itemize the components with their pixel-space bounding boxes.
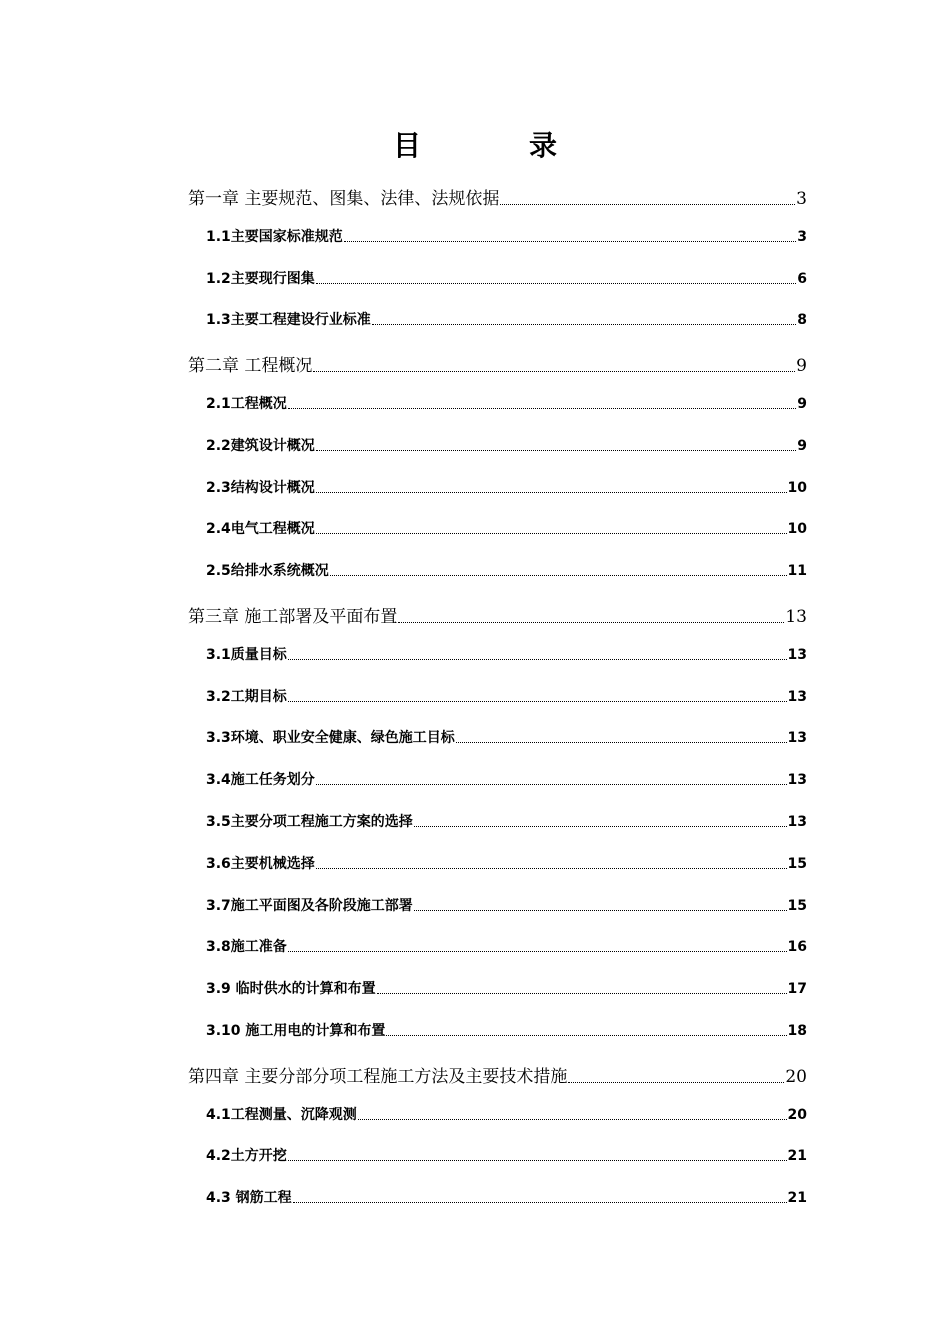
toc-section-entry[interactable] <box>206 518 807 538</box>
toc-page-number: 9 <box>797 437 807 454</box>
dot-leader <box>316 533 787 534</box>
toc-entry-title: 2.2建筑设计概况 <box>206 437 315 454</box>
dot-leader <box>568 1082 784 1083</box>
dot-leader <box>414 826 787 827</box>
dot-leader <box>316 492 787 493</box>
toc-page-number: 21 <box>787 1148 807 1165</box>
toc-page-number: 9 <box>797 396 807 412</box>
toc-section-entry[interactable] <box>206 226 807 246</box>
toc-page-number: 13 <box>785 607 807 627</box>
toc-page-number: 21 <box>787 1190 807 1207</box>
toc-entry-title: 第一章 主要规范、图集、法律、法规依据 <box>188 189 500 209</box>
toc-page-number: 15 <box>787 855 807 872</box>
toc-entry-title: 3.1质量目标 <box>206 646 287 663</box>
dot-leader <box>377 993 787 994</box>
toc-page-number: 13 <box>787 688 807 705</box>
toc-entry-title: 4.3 钢筋工程 <box>206 1190 292 1207</box>
dot-leader <box>316 868 787 869</box>
toc-chapter-entry[interactable] <box>188 602 807 627</box>
toc-entry-title: 2.5给排水系统概况 <box>206 563 329 580</box>
toc-entry-title: 第四章 主要分部分项工程施工方法及主要技术措施 <box>188 1066 568 1087</box>
dot-leader <box>288 659 787 660</box>
toc-page-number: 15 <box>787 897 807 914</box>
toc-section-entry[interactable] <box>206 644 807 664</box>
toc-page-number: 20 <box>787 1106 807 1123</box>
toc-entry-title: 3.7施工平面图及各阶段施工部署 <box>206 897 413 914</box>
dot-leader <box>288 1160 787 1161</box>
toc-page-number: 18 <box>787 1023 807 1039</box>
toc-entry-title: 4.2土方开挖 <box>206 1148 287 1165</box>
toc-page-number: 11 <box>787 563 807 580</box>
toc-entry-title: 3.9 临时供水的计算和布置 <box>206 981 376 998</box>
toc-entry-title: 1.2主要现行图集 <box>206 270 315 287</box>
dot-leader <box>344 241 796 242</box>
toc-page-number: 8 <box>797 312 807 329</box>
toc-section-entry[interactable] <box>206 477 807 497</box>
toc-entry-title: 2.1工程概况 <box>206 396 287 412</box>
toc-page-number: 13 <box>787 730 807 747</box>
toc-entry-title: 1.1主要国家标准规范 <box>206 228 343 245</box>
toc-section-entry[interactable] <box>206 853 807 873</box>
toc-section-entry[interactable] <box>206 936 807 956</box>
toc-page-number: 9 <box>796 356 807 377</box>
toc-page-number: 17 <box>787 981 807 998</box>
toc-entry-title: 3.5主要分项工程施工方案的选择 <box>206 814 413 830</box>
dot-leader <box>288 408 796 409</box>
dot-leader <box>398 622 784 623</box>
dot-leader <box>386 1035 786 1036</box>
toc-entry-title: 第三章 施工部署及平面布置 <box>188 607 398 627</box>
toc-section-entry[interactable] <box>206 268 807 288</box>
toc-entry-title: 3.3环境、职业安全健康、绿色施工目标 <box>206 730 455 747</box>
toc-page-number: 13 <box>787 772 807 789</box>
dot-leader <box>316 283 796 284</box>
toc-entry-title: 3.2工期目标 <box>206 688 287 705</box>
dot-leader <box>288 951 787 952</box>
toc-section-entry[interactable] <box>206 811 807 831</box>
toc-page-number: 6 <box>797 270 807 287</box>
toc-entry-title: 2.4电气工程概况 <box>206 521 315 538</box>
toc-section-entry[interactable] <box>206 309 807 329</box>
toc-page-number: 3 <box>797 228 807 245</box>
toc-title: 目 录 <box>392 129 597 162</box>
toc-chapter-entry[interactable] <box>188 184 807 209</box>
toc-section-entry[interactable] <box>206 1104 807 1124</box>
dot-leader <box>414 910 787 911</box>
toc-entry-title: 3.8施工准备 <box>206 939 287 956</box>
toc-section-entry[interactable] <box>206 393 807 413</box>
dot-leader <box>358 1119 787 1120</box>
toc-section-entry[interactable] <box>206 727 807 747</box>
toc-page-number: 20 <box>785 1066 807 1087</box>
toc-page-number: 10 <box>787 521 807 538</box>
dot-leader <box>372 324 796 325</box>
dot-leader <box>456 742 787 743</box>
toc-entry-title: 3.10 施工用电的计算和布置 <box>206 1023 386 1039</box>
toc-entry-title: 4.1工程测量、沉降观测 <box>206 1106 357 1123</box>
toc-section-entry[interactable] <box>206 686 807 706</box>
toc-entry-title: 3.6主要机械选择 <box>206 855 315 872</box>
dot-leader <box>500 204 795 205</box>
toc-section-entry[interactable] <box>206 978 807 998</box>
dot-leader <box>330 575 787 576</box>
toc-section-entry[interactable] <box>206 769 807 789</box>
toc-entry-title: 1.3主要工程建设行业标准 <box>206 312 371 329</box>
toc-section-entry[interactable] <box>206 1145 807 1165</box>
toc-section-entry[interactable] <box>206 895 807 915</box>
toc-section-entry[interactable] <box>206 560 807 580</box>
toc-chapter-entry[interactable] <box>188 1062 807 1087</box>
toc-entry-title: 第二章 工程概况 <box>188 356 313 377</box>
dot-leader <box>288 701 787 702</box>
dot-leader <box>313 371 795 372</box>
toc-page-number: 16 <box>787 939 807 956</box>
dot-leader <box>316 450 796 451</box>
toc-section-entry[interactable] <box>206 1187 807 1207</box>
dot-leader <box>293 1202 787 1203</box>
toc-page-number: 13 <box>787 814 807 830</box>
toc-page-number: 3 <box>796 189 807 209</box>
toc-entry-title: 3.4施工任务划分 <box>206 772 315 789</box>
toc-page-number: 10 <box>787 479 807 496</box>
toc-section-entry[interactable] <box>206 1020 807 1040</box>
toc-entry-title: 2.3结构设计概况 <box>206 479 315 496</box>
toc-page-number: 13 <box>787 646 807 663</box>
dot-leader <box>316 784 787 785</box>
toc-chapter-entry[interactable] <box>188 351 807 376</box>
toc-section-entry[interactable] <box>206 435 807 455</box>
